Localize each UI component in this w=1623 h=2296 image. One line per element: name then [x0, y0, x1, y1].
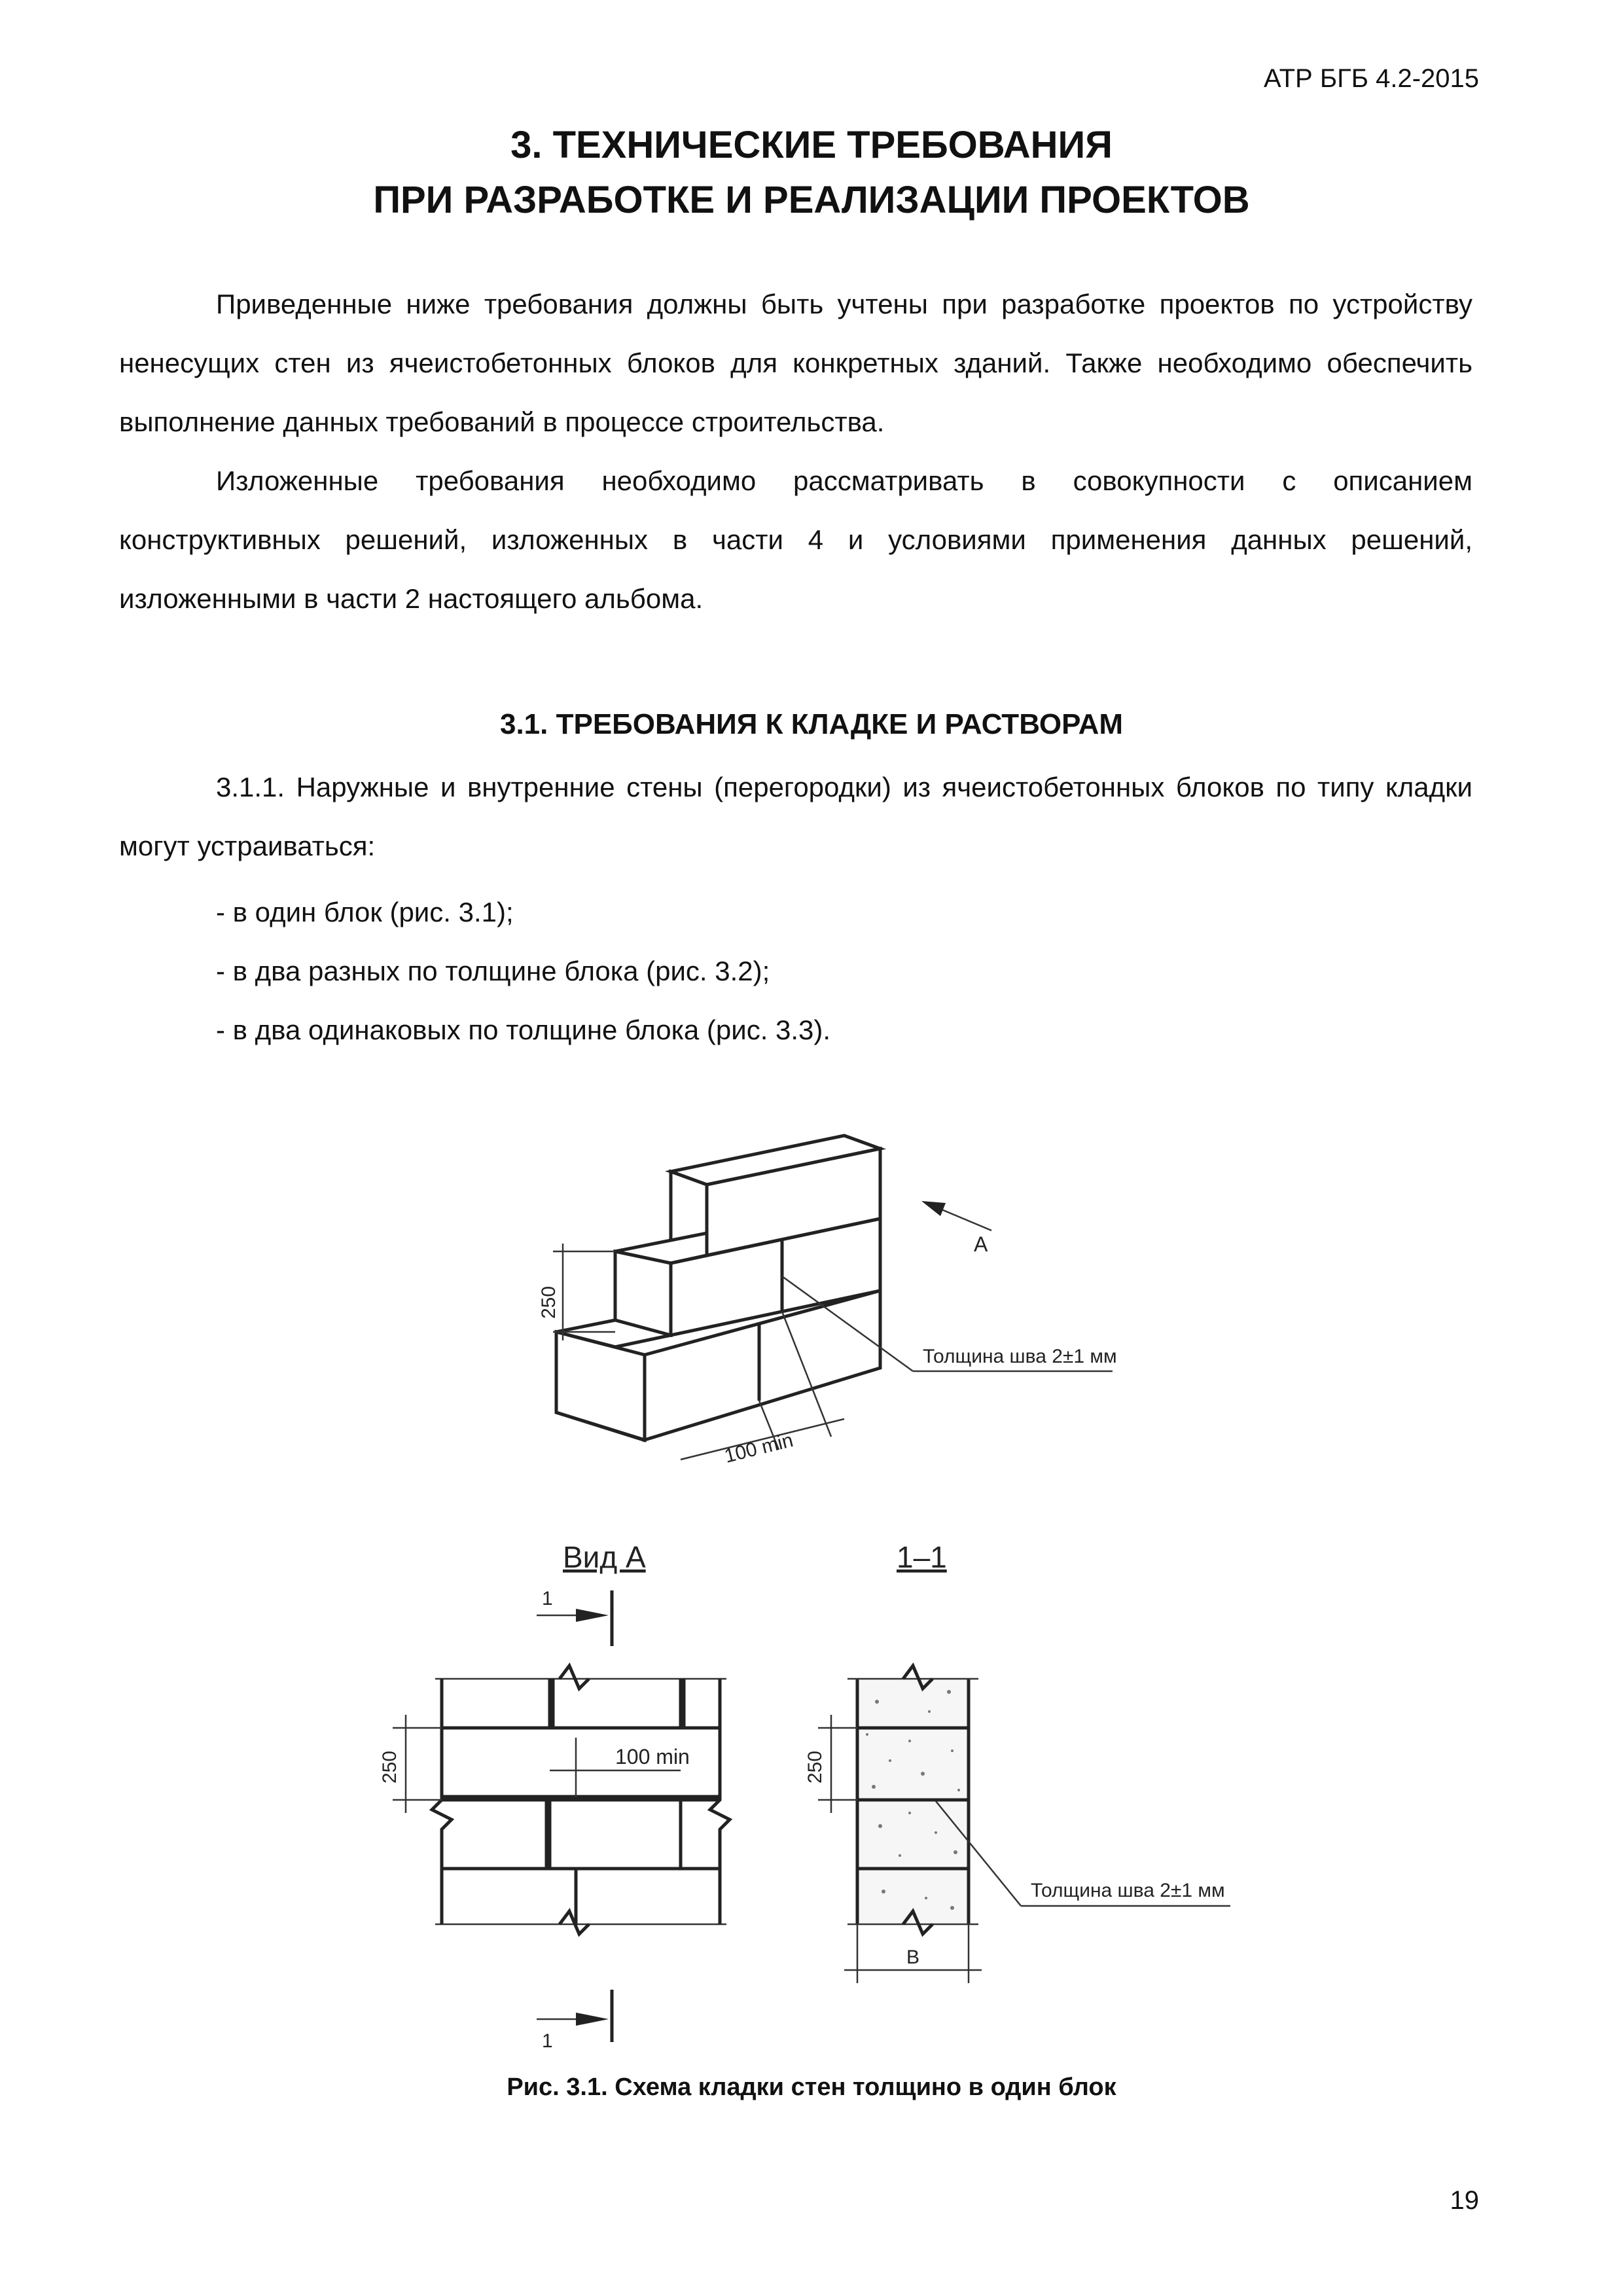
- view-a-title: Вид А: [563, 1540, 646, 1574]
- section-mark-bottom: 1: [542, 2030, 553, 2052]
- iso-dim-100-label: 100 min: [722, 1429, 796, 1467]
- section-1-1-title: 1–1: [897, 1540, 947, 1574]
- paragraph-1: Приведенные ниже требования должны быть учтены при разработке проектов по устройству ненесущих стен из ячеистобетонных блоков для конкретных зданий. Также необходимо обеспечить выполнение данных требований в процессе строительства.: [119, 289, 1472, 437]
- figure-caption: Рис. 3.1. Схема кладки стен толщино в один блок: [507, 2073, 1116, 2101]
- section-joint-note: Толщина шва 2±1 мм: [1031, 1880, 1225, 1901]
- iso-view-label: А: [974, 1232, 988, 1256]
- view-a-dim-250-label: 250: [379, 1750, 401, 1784]
- section-dim-250-label: 250: [804, 1750, 826, 1784]
- section-mark-top: 1: [542, 1588, 553, 1609]
- iso-dim-250-label: 250: [538, 1285, 560, 1319]
- list-item-3: - в два одинаковых по толщине блока (рис. 3.3).: [216, 1014, 831, 1045]
- section-intro: 3.1.1. Наружные и внутренние стены (перегородки) из ячеистобетонных блоков по типу кладки могут устраиваться:: [119, 772, 1472, 861]
- page-number: 19: [1450, 2186, 1479, 2215]
- chapter-title-line-1: 3. ТЕХНИЧЕСКИЕ ТРЕБОВАНИЯ: [510, 124, 1113, 166]
- section-arrow-top-head: [576, 1609, 609, 1622]
- document-code: АТР БГБ 4.2-2015: [1264, 64, 1479, 93]
- iso-view-arrow-head: [921, 1201, 946, 1216]
- paragraph-2: Изложенные требования необходимо рассматривать в совокупности с описанием конструктивных решений, изложенных в части 4 и условиями применения данных решений, изложенными в части 2 настоящего альбома.: [119, 465, 1472, 614]
- view-a-drawing: [379, 1540, 730, 2052]
- section-dim-b-label: B: [906, 1946, 920, 1968]
- list-item-1: - в один блок (рис. 3.1);: [216, 897, 514, 927]
- section-title: 3.1. ТРЕБОВАНИЯ К КЛАДКЕ И РАСТВОРАМ: [499, 708, 1123, 740]
- iso-joint-note: Толщина шва 2±1 мм: [923, 1346, 1117, 1367]
- iso-masonry-drawing: [538, 1136, 1117, 1467]
- view-a-dim-100-label: 100 min: [615, 1745, 690, 1768]
- iso-bottom-block-front-face-2: [556, 1332, 645, 1440]
- section-1-1-drawing: [804, 1540, 1230, 1983]
- list-item-2: - в два разных по толщине блока (рис. 3.2);: [216, 956, 770, 986]
- view-a-top-break: [560, 1666, 589, 1689]
- chapter-title-line-2: ПРИ РАЗРАБОТКЕ И РЕАЛИЗАЦИИ ПРОЕКТОВ: [373, 179, 1250, 221]
- section-arrow-bottom-head: [576, 2013, 609, 2026]
